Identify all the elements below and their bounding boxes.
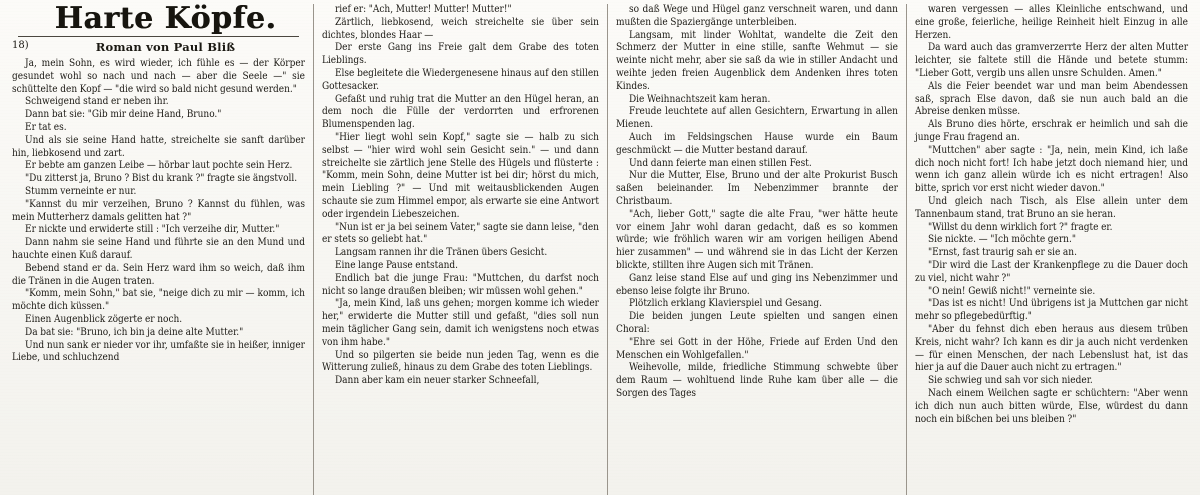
column-body-1 xyxy=(12,58,305,365)
paragraph: "Willst du denn wirklich fort ?" fragte er. xyxy=(927,221,1113,233)
paragraph: "Ach, lieber Gott," sagte die alte Frau, "wer hätte heute vor einem Jahr wohl daran gedacht, daß es so kommen würde; wie fröhlich waren wir am vorigen heiligen Abend hier zusammen" — und während sie in das Licht der Kerzen blickte, stillten ihre Augen sich mit Tränen. xyxy=(615,208,898,271)
paragraph: Else begleitete die Wiedergenesene hinaus auf den stillen Gottesacker. xyxy=(321,67,599,92)
paragraph: "Ehre sei Gott in der Höhe, Friede auf Erden Und den Menschen ein Wohlgefallen." xyxy=(615,336,898,361)
paragraph: Weihevolle, milde, friedliche Stimmung schwebte über dem Raum — wohltuend linde Ruhe kam über alle — die Sorgen des Tages xyxy=(615,362,898,399)
paragraph: Da ward auch das gramverzerrte Herz der alten Mutter leichter, sie faltete still die Hände und betete stumm: "Lieber Gott, vergib uns allen unsre Schulden. Amen." xyxy=(914,42,1188,79)
paragraph: Dann aber kam ein neuer starker Schneefall, xyxy=(334,375,540,387)
paragraph: "O nein! Gewiß nicht!" verneinte sie. xyxy=(927,285,1096,297)
paragraph: Gefaßt und ruhig trat die Mutter an den Hügel heran, an dem noch die Fülle der verdorrten und erfrorenen Blumenspenden lag. xyxy=(321,93,599,131)
paragraph: Sie schwieg und sah vor sich nieder. xyxy=(927,375,1093,387)
paragraph: so daß Wege und Hügel ganz verschneit waren, und dann mußten die Spaziergänge unterbleiben. xyxy=(615,4,898,28)
paragraph: Er tat es. xyxy=(25,121,67,133)
paragraph: "Komm, mein Sohn," bat sie, "neige dich zu mir — komm, ich möchte dich küssen." xyxy=(12,288,305,313)
masthead-subtitle: Roman von Paul Bliß xyxy=(95,40,236,54)
paragraph: "Kannst du mir verzeihen, Bruno ? Kannst du fühlen, was mein Mutterherz damals gelitten hat ?" xyxy=(12,198,305,223)
paragraph: "Dir wird die Last der Krankenpflege zu die Dauer doch zu viel, nicht wahr ?" xyxy=(914,259,1188,284)
paragraph: Plötzlich erklang Klavierspiel und Gesang. xyxy=(628,298,822,310)
text-column-1 xyxy=(4,1,313,495)
paragraph: "Ernst, fast traurig sah er sie an. xyxy=(927,247,1077,259)
column-body-3 xyxy=(616,4,898,401)
paragraph: Sie nickte. — "Ich möchte gern." xyxy=(927,234,1076,246)
paragraph: Er nickte und erwiderte still : "Ich verzeihe dir, Mutter." xyxy=(25,224,280,236)
paragraph: Dann nahm sie seine Hand und führte sie an den Mund und hauchte einen Kuß darauf. xyxy=(12,237,305,261)
masthead xyxy=(12,1,305,54)
paragraph: Einen Augenblick zögerte er noch. xyxy=(25,313,183,325)
paragraph: Und dann feierte man einen stillen Fest. xyxy=(628,157,812,169)
paragraph: Der erste Gang ins Freie galt dem Grabe des toten Lieblings. xyxy=(321,42,599,67)
paragraph: Ja, mein Sohn, es wird wieder, ich fühle es — der Körper gesundet wohl so nach und nach — aber die Seele —" sie schüttelte den Kopf — "die wird so bald nicht gesund werden." xyxy=(12,58,305,95)
paragraph: Und gleich nach Tisch, als Else allein unter dem Tannenbaum stand, trat Bruno an sie heran. xyxy=(914,195,1188,220)
masthead-divider xyxy=(18,36,299,37)
paragraph: "Hier liegt wohl sein Kopf," sagte sie — halb zu sich selbst — "hier wird wohl sein Gesicht sein." — und dann streichelte sie zärtlich jene Stelle des Hügels und flüsterte : "Komm, mein Sohn, deine Mutter ist bei dir; hörst du mich, mein Liebling ?" — Und mit weitausblickenden Augen schaute sie zum Himmel empor, als erwarte sie eine Antwort oder irgendein Liebeszeichen. xyxy=(321,131,599,220)
paragraph: Auch im Feldsingschen Hause wurde ein Baum geschmückt — die Mutter bestand darauf. xyxy=(615,131,898,156)
paragraph: Langsam rannen ihr die Tränen übers Gesicht. xyxy=(334,247,548,259)
paragraph: Schweigend stand er neben ihr. xyxy=(25,96,169,108)
paragraph: Endlich bat die junge Frau: "Muttchen, du darfst noch nicht so lange draußen bleiben; wir müssen wohl gehen." xyxy=(321,272,599,297)
column-body-2 xyxy=(322,4,599,388)
text-column-3 xyxy=(607,4,906,495)
paragraph: Und als sie seine Hand hatte, streichelte sie sanft darüber hin, liebkosend und zart. xyxy=(12,134,305,159)
paragraph: Freude leuchtete auf allen Gesichtern, Erwartung in allen Mienen. xyxy=(615,106,898,131)
paragraph: Die Weihnachtszeit kam heran. xyxy=(628,93,771,105)
paragraph: "Du zitterst ja, Bruno ? Bist du krank ?" fragte sie ängstvoll. xyxy=(25,173,298,185)
paragraph: "Muttchen" aber sagte : "Ja, nein, mein Kind, ich laße dich noch nicht fort! Ich habe jetzt doch niemand hier, und wenn ich ganz allein würde ich es nicht ertragen! Also bitte, sprich vor erst nicht wieder davon." xyxy=(914,144,1188,195)
paragraph: Da bat sie: "Bruno, ich bin ja deine alte Mutter." xyxy=(25,326,244,338)
paragraph: Und nun sank er nieder vor ihr, umfaßte sie in heißer, inniger Liebe, und schluchzend xyxy=(12,339,305,364)
paragraph: Eine lange Pause entstand. xyxy=(334,259,459,271)
paragraph: Langsam, mit linder Wohltat, wandelte die Zeit den Schmerz der Mutter in eine stille, sanfte Wehmut — sie weinte nicht mehr, aber sie saß da wie in stiller Andacht und weihte jeden freien Augenblick dem Andenken ihres toten Kindes. xyxy=(615,29,898,92)
paragraph: Als die Feier beendet war und man beim Abendessen saß, sprach Else davon, daß sie nun auch bald an die Abreise denken müsse. xyxy=(914,80,1188,118)
column-body-4 xyxy=(915,4,1188,426)
paragraph: Die beiden jungen Leute spielten und sangen einen Choral: xyxy=(615,311,898,335)
paragraph: Er bebte am ganzen Leibe — hörbar laut pochte sein Herz. xyxy=(25,160,293,172)
paragraph: "Ja, mein Kind, laß uns gehen; morgen komme ich wieder her," erwiderte die Mutter still und gefaßt, "dies soll nun mein täglicher Gang sein, damit ich wenigstens noch etwas von ihm habe." xyxy=(321,298,599,348)
paragraph: "Das ist es nicht! Und übrigens ist ja Muttchen gar nicht mehr so pflegebedürftig." xyxy=(914,298,1188,323)
paragraph: Als Bruno dies hörte, erschrak er heimlich und sah die junge Frau fragend an. xyxy=(914,119,1188,143)
paragraph: Nur die Mutter, Else, Bruno und der alte Prokurist Busch saßen beieinander. Im Nebenzimmer brannte der Christbaum. xyxy=(615,170,898,207)
page-number: 18) xyxy=(12,40,29,51)
paragraph: rief er: "Ach, Mutter! Mutter! Mutter!" xyxy=(334,4,512,15)
text-column-4 xyxy=(906,4,1196,495)
paragraph: "Nun ist er ja bei seinem Vater," sagte sie dann leise, "den er stets so geliebt hat." xyxy=(321,221,599,246)
paragraph: waren vergessen — alles Kleinliche entschwand, und eine große, feierliche, heilige Reinheit hielt Einzug in alle Herzen. xyxy=(914,4,1188,41)
page-title: Harte Köpfe. xyxy=(54,1,277,36)
paragraph: Nach einem Weilchen sagte er schüchtern: "Aber wenn ich dich nun auch bitten würde, Else, würdest du dann noch ein bißchen bei uns bleiben ?" xyxy=(914,387,1188,425)
paragraph: Ganz leise stand Else auf und ging ins Nebenzimmer und ebenso leise folgte ihr Bruno. xyxy=(615,272,898,297)
paragraph: Zärtlich, liebkosend, weich streichelte sie über sein dichtes, blondes Haar — xyxy=(321,16,599,41)
text-column-2 xyxy=(313,4,607,495)
paragraph: Stumm verneinte er nur. xyxy=(25,185,137,197)
paragraph: Bebend stand er da. Sein Herz ward ihm so weich, daß ihm die Tränen in die Augen traten. xyxy=(12,262,305,287)
paragraph: Dann bat sie: "Gib mir deine Hand, Bruno." xyxy=(25,109,222,121)
paragraph: "Aber du fehnst dich eben heraus aus diesem trüben Kreis, nicht wahr? Ich kann es dir ja auch nicht verdenken — für einen Menschen, der nach Lebenslust hat, ist das hier ja auf die Dauer auch nicht zu ertragen." xyxy=(914,323,1188,374)
paragraph: Und so pilgerten sie beide nun jeden Tag, wenn es die Witterung zuließ, hinaus zu dem Grabe des toten Lieblings. xyxy=(321,349,599,374)
